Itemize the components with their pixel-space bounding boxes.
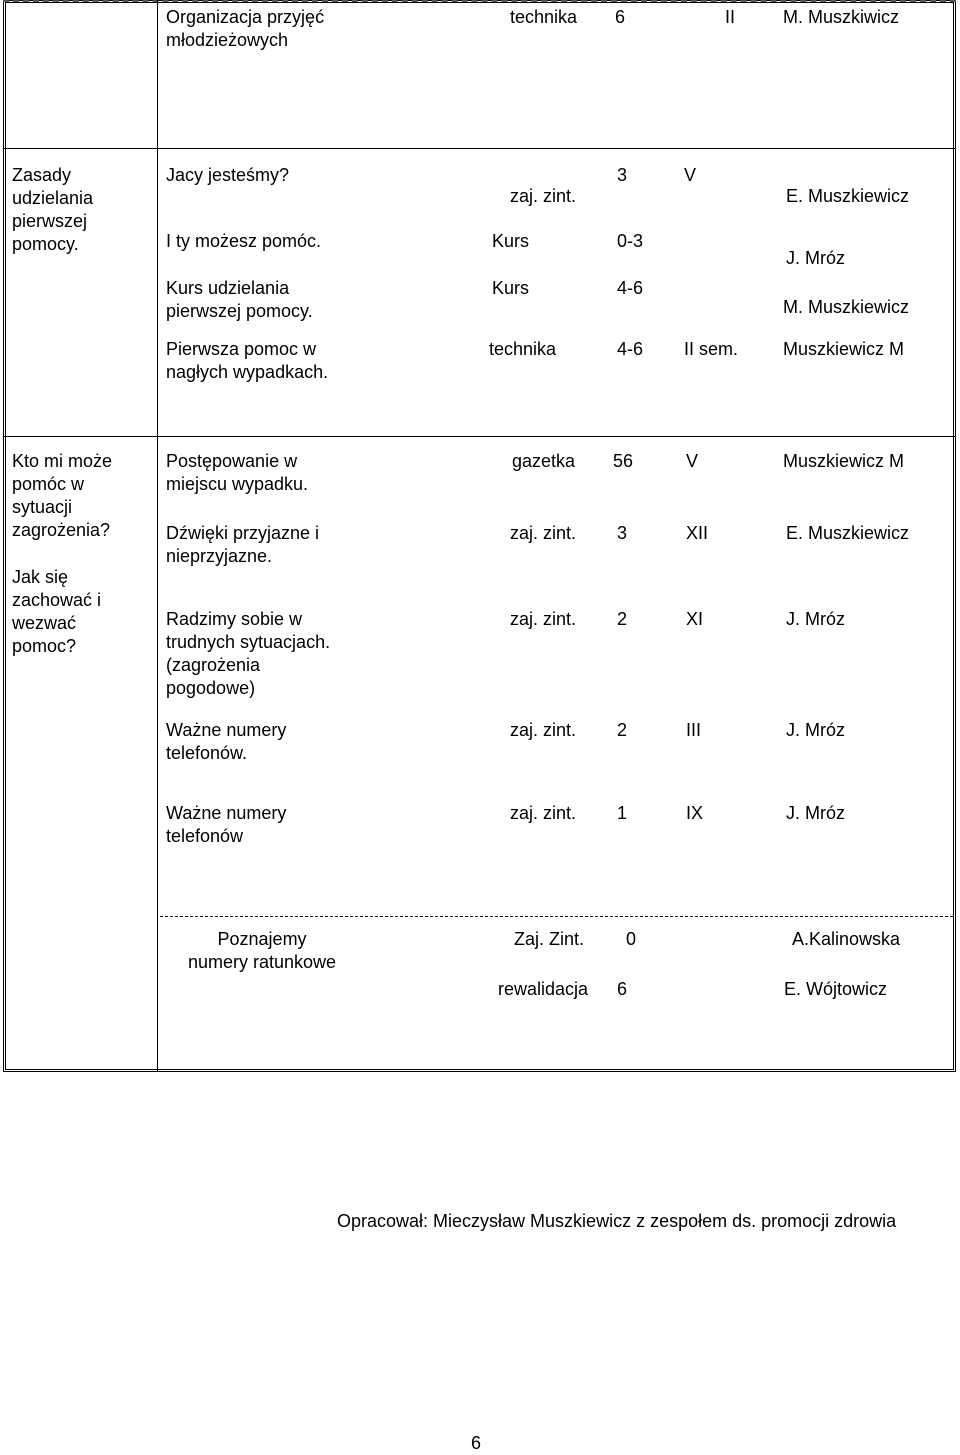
person-cell: Muszkiewicz M bbox=[783, 451, 905, 471]
topic-cell: Ważne numery telefonów. bbox=[166, 720, 287, 763]
month-cell: XI bbox=[686, 609, 704, 629]
block-title: Zasady udzielania pierwszej pomocy. bbox=[12, 165, 94, 254]
form-cell: rewalidacja bbox=[498, 979, 589, 999]
month-cell: V bbox=[684, 165, 697, 185]
form-cell: Kurs bbox=[492, 278, 530, 298]
topic-cell: Pierwsza pomoc w nagłych wypadkach. bbox=[166, 339, 329, 382]
person-cell: J. Mróz bbox=[786, 803, 846, 823]
person-cell: A.Kalinowska bbox=[792, 929, 901, 949]
month-cell: II sem. bbox=[684, 339, 739, 359]
person-cell: E. Wójtowicz bbox=[784, 979, 888, 999]
person-cell: J. Mróz bbox=[786, 248, 846, 268]
hours-cell: 1 bbox=[617, 803, 628, 823]
month-cell: V bbox=[686, 451, 699, 471]
form-cell: technika bbox=[489, 339, 557, 359]
month-cell: III bbox=[686, 720, 702, 740]
month-cell: II bbox=[725, 7, 736, 27]
block-title: Kto mi może pomóc w sytuacji zagrożenia? bbox=[12, 451, 113, 540]
column-divider bbox=[157, 0, 158, 1072]
form-cell: Zaj. Zint. bbox=[514, 929, 585, 949]
person-cell: M. Muszkiewicz bbox=[783, 297, 910, 317]
page-number: 6 bbox=[471, 1433, 482, 1453]
row-divider bbox=[3, 148, 956, 149]
hours-cell: 4-6 bbox=[617, 278, 644, 298]
table-top-border bbox=[3, 0, 956, 2]
person-cell: E. Muszkiewicz bbox=[786, 186, 910, 206]
row-divider bbox=[3, 436, 956, 437]
form-cell: zaj. zint. bbox=[510, 720, 577, 740]
hours-cell: 4-6 bbox=[617, 339, 644, 359]
form-cell: zaj. zint. bbox=[510, 609, 577, 629]
person-cell: J. Mróz bbox=[786, 609, 846, 629]
hours-cell: 3 bbox=[617, 523, 628, 543]
topic-cell: Dźwięki przyjazne i nieprzyjazne. bbox=[166, 523, 320, 566]
topic-cell: Ważne numery telefonów bbox=[166, 803, 287, 846]
topic-cell: Poznajemy numery ratunkowe bbox=[188, 929, 337, 972]
form-cell: zaj. zint. bbox=[510, 186, 577, 206]
person-cell: E. Muszkiewicz bbox=[786, 523, 910, 543]
topic-cell: Radzimy sobie w trudnych sytuacjach. (zagrożenia pogodowe) bbox=[166, 609, 331, 698]
topic-cell: Organizacja przyjęć młodzieżowych bbox=[166, 7, 325, 50]
person-cell: Muszkiewicz M bbox=[783, 339, 905, 359]
hours-cell: 6 bbox=[617, 979, 628, 999]
hours-cell: 2 bbox=[617, 720, 628, 740]
hours-cell: 56 bbox=[613, 451, 634, 471]
hours-cell: 3 bbox=[617, 165, 628, 185]
hours-cell: 0-3 bbox=[617, 231, 644, 251]
form-cell: Kurs bbox=[492, 231, 530, 251]
person-cell: J. Mróz bbox=[786, 720, 846, 740]
row-divider bbox=[160, 916, 953, 917]
form-cell: zaj. zint. bbox=[510, 523, 577, 543]
topic-cell: Postępowanie w miejscu wypadku. bbox=[166, 451, 309, 494]
block-title: Jak się zachować i wezwać pomoc? bbox=[12, 567, 102, 656]
topic-cell: Kurs udzielania pierwszej pomocy. bbox=[166, 278, 313, 321]
hours-cell: 2 bbox=[617, 609, 628, 629]
form-cell: gazetka bbox=[512, 451, 576, 471]
person-cell: M. Muszkiwicz bbox=[783, 7, 899, 27]
topic-cell: Jacy jesteśmy? bbox=[166, 165, 290, 185]
author-note: Opracował: Mieczysław Muszkiewicz z zespołem ds. promocji zdrowia bbox=[337, 1211, 897, 1231]
form-cell: technika bbox=[510, 7, 578, 27]
form-cell: zaj. zint. bbox=[510, 803, 577, 823]
hours-cell: 6 bbox=[615, 7, 626, 27]
hours-cell: 0 bbox=[626, 929, 637, 949]
month-cell: XII bbox=[686, 523, 709, 543]
month-cell: IX bbox=[686, 803, 704, 823]
topic-cell: I ty możesz pomóc. bbox=[166, 231, 322, 251]
